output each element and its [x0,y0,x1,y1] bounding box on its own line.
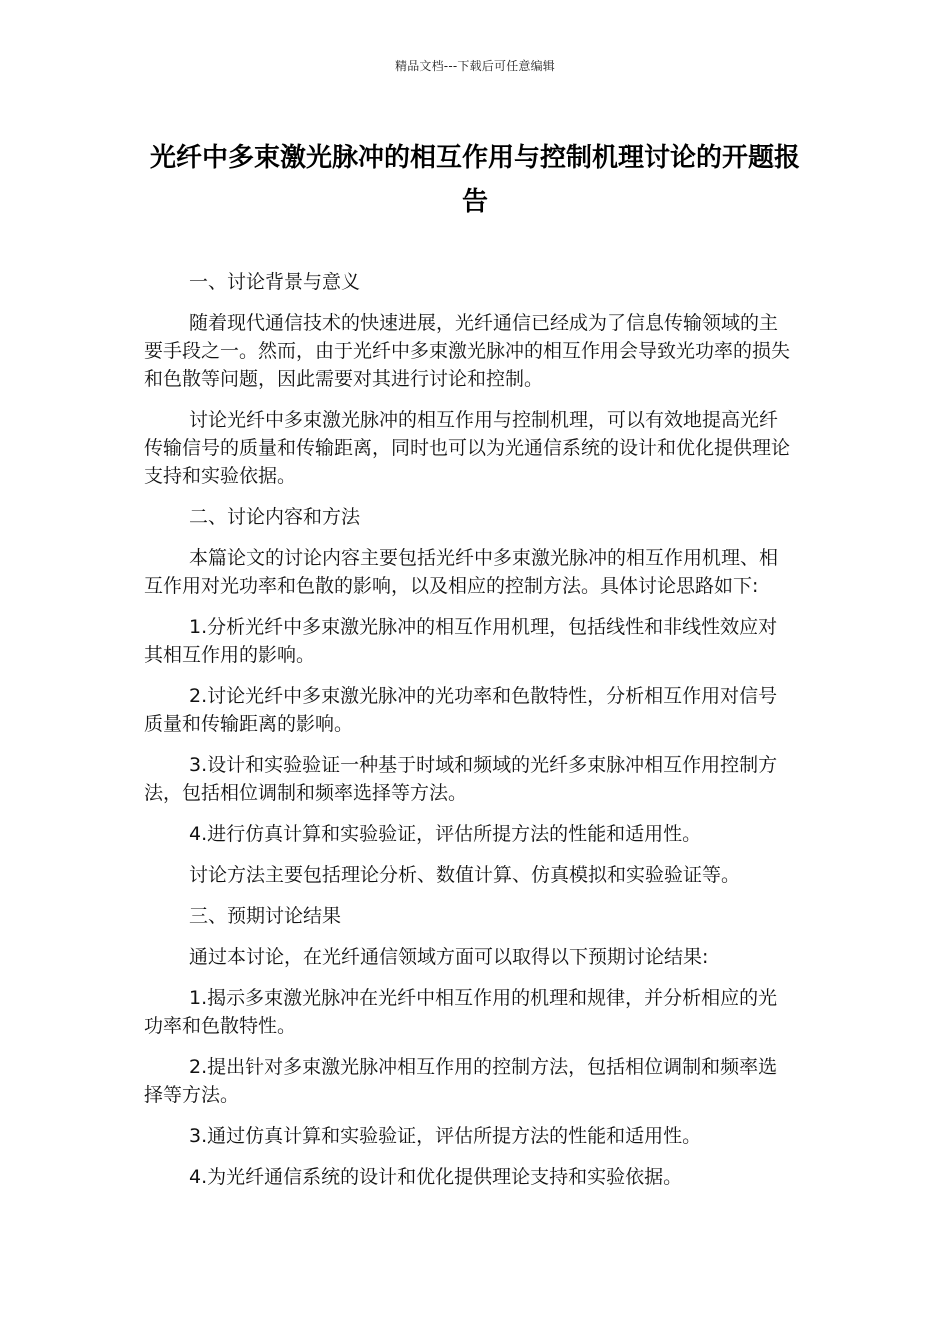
paragraph-background-1: 随着现代通信技术的快速进展，光纤通信已经成为了信息传输领域的主要手段之一。然而，由于光纤中多束激光脉冲的相互作用会导致光功率的损失和色散等问题，因此需要对其进行讨论和控制。 [144,312,791,390]
section-heading-expected-results: 三、预期讨论结果 [189,905,342,927]
list-item-content-4: 4.进行仿真计算和实验验证，评估所提方法的性能和适用性。 [189,823,702,845]
list-item-result-4: 4.为光纤通信系统的设计和优化提供理论支持和实验依据。 [189,1166,683,1188]
list-item-content-2: 2.讨论光纤中多束激光脉冲的光功率和色散特性，分析相互作用对信号质量和传输距离的影响。 [144,685,778,735]
paragraph-content-intro: 本篇论文的讨论内容主要包括光纤中多束激光脉冲的相互作用机理、相互作用对光功率和色散的影响，以及相应的控制方法。具体讨论思路如下: [144,547,779,597]
list-item-result-1: 1.揭示多束激光脉冲在光纤中相互作用的机理和规律，并分析相应的光功率和色散特性。 [144,987,778,1037]
paragraph-results-intro: 通过本讨论，在光纤通信领域方面可以取得以下预期讨论结果: [189,946,709,968]
section-heading-background: 一、讨论背景与意义 [189,271,361,293]
document-title: 光纤中多束激光脉冲的相互作用与控制机理讨论的开题报告 [149,143,800,217]
list-item-content-1: 1.分析光纤中多束激光脉冲的相互作用机理，包括线性和非线性效应对其相互作用的影响。 [144,616,778,666]
paragraph-background-2: 讨论光纤中多束激光脉冲的相互作用与控制机理，可以有效地提高光纤传输信号的质量和传输距离，同时也可以为光通信系统的设计和优化提供理论支持和实验依据。 [144,409,791,487]
page-header-note: 精品文档---下载后可任意编辑 [395,59,555,73]
paragraph-methods: 讨论方法主要包括理论分析、数值计算、仿真模拟和实验验证等。 [189,864,741,886]
list-item-result-2: 2.提出针对多束激光脉冲相互作用的控制方法，包括相位调制和频率选择等方法。 [144,1056,778,1106]
list-item-result-3: 3.通过仿真计算和实验验证，评估所提方法的性能和适用性。 [189,1125,702,1147]
section-heading-content-method: 二、讨论内容和方法 [189,506,361,528]
document-body [144,268,794,1204]
list-item-content-3: 3.设计和实验验证一种基于时域和频域的光纤多束脉冲相互作用控制方法，包括相位调制和频率选择等方法。 [144,754,778,804]
